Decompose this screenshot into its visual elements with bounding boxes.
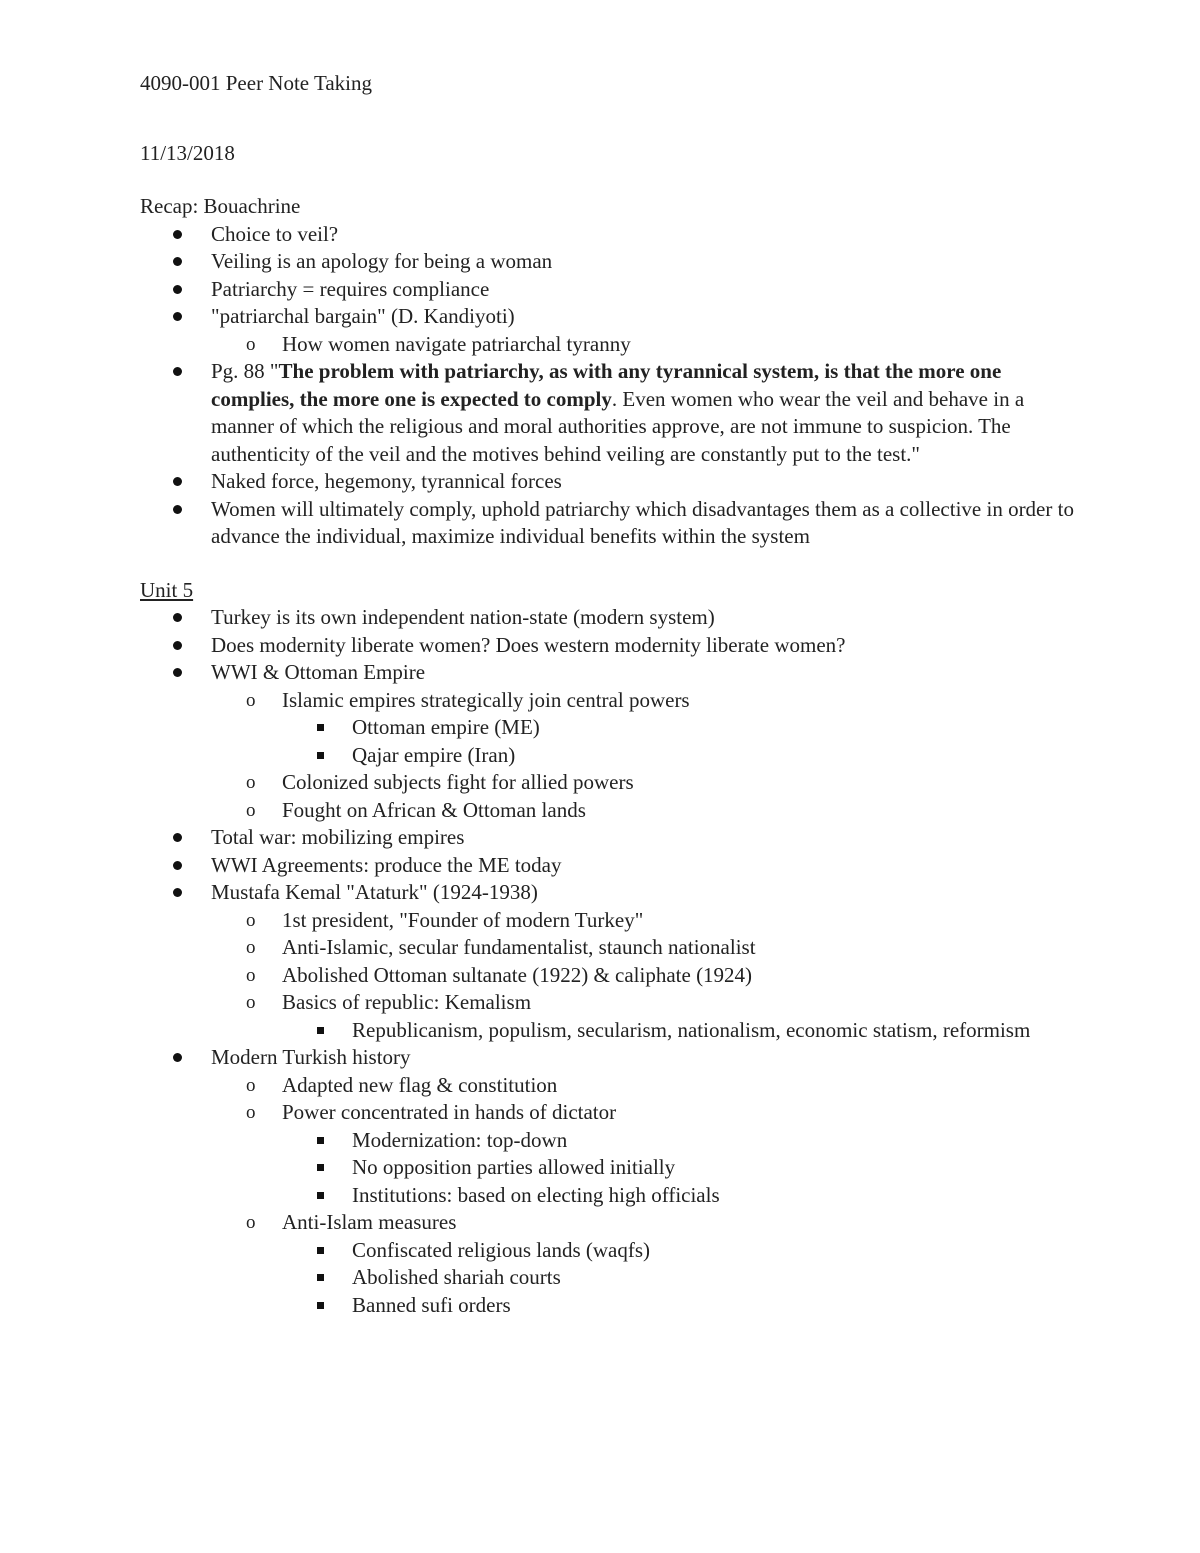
sub-list-item: o 1st president, "Founder of modern Turkey" — [140, 907, 1080, 935]
list-item: Does modernity liberate women? Does western modernity liberate women? — [140, 632, 1080, 660]
sub-sub-list-item: Modernization: top-down — [140, 1127, 1080, 1155]
unit-heading: Unit 5 — [140, 577, 194, 602]
circle-bullet-icon: o — [246, 772, 256, 793]
sub-sub-list-item: Institutions: based on electing high officials — [140, 1182, 1080, 1210]
circle-bullet-icon: o — [246, 1102, 256, 1123]
circle-bullet-icon: o — [246, 937, 256, 958]
list-item: WWI Agreements: produce the ME today — [140, 852, 1080, 880]
list-item: Total war: mobilizing empires — [140, 824, 1080, 852]
bold-quote: The problem with patriarchy, as with any tyrannical system, is that the more one complies, the more one is expected to comply — [211, 359, 1002, 411]
document-title: 4090-001 Peer Note Taking — [140, 71, 373, 95]
square-bullet-icon — [317, 1264, 324, 1292]
square-bullet-icon — [317, 1237, 324, 1265]
circle-bullet-icon: o — [246, 689, 256, 711]
bullet-icon — [173, 1044, 182, 1072]
sub-list-item: o How women navigate patriarchal tyranny — [140, 331, 1080, 359]
bullet-icon — [173, 276, 182, 304]
sub-sub-list-item: Abolished shariah courts — [140, 1264, 1080, 1292]
bullet-icon — [173, 604, 182, 632]
square-bullet-icon — [317, 1154, 324, 1182]
list-item: Naked force, hegemony, tyrannical forces — [140, 468, 1080, 496]
circle-bullet-icon: o — [246, 1212, 256, 1233]
circle-bullet-icon: o — [246, 333, 256, 355]
list-item: Patriarchy = requires compliance — [140, 276, 1080, 304]
sub-list-item: o Abolished Ottoman sultanate (1922) & caliphate (1924) — [140, 962, 1080, 990]
bullet-icon — [173, 248, 182, 276]
sub-sub-list-item: No opposition parties allowed initially — [140, 1154, 1080, 1182]
quote-list-item: Pg. 88 "The problem with patriarchy, as with any tyrannical system, is that the more one complies, the more one is expected to comply. Even women who wear the veil and behave in a manner of which the religious and moral authorities approve, are not immune to suspicion. The authenticity of the veil and the motives behind veiling are constantly put to the test." — [140, 358, 1080, 468]
sub-list-item: o Basics of republic: Kemalism — [140, 989, 1080, 1017]
bullet-icon — [173, 852, 182, 880]
sub-list-item: o Islamic empires strategically join central powers — [140, 687, 1080, 715]
recap-list — [140, 221, 1080, 551]
bullet-icon — [173, 468, 182, 496]
bullet-icon — [173, 496, 182, 524]
circle-bullet-icon: o — [246, 799, 256, 821]
square-bullet-icon — [317, 1127, 324, 1155]
list-item: Veiling is an apology for being a woman — [140, 248, 1080, 276]
list-item: WWI & Ottoman Empire — [140, 659, 1080, 687]
bullet-icon — [173, 358, 182, 386]
sub-sub-list-item: Ottoman empire (ME) — [140, 714, 1080, 742]
square-bullet-icon — [317, 714, 324, 742]
list-item: Mustafa Kemal "Ataturk" (1924-1938) — [140, 879, 1080, 907]
sub-list-item: o Colonized subjects fight for allied powers — [140, 769, 1080, 797]
list-item: Choice to veil? — [140, 221, 1080, 249]
list-item: Turkey is its own independent nation-state (modern system) — [140, 604, 1080, 632]
document-date: 11/13/2018 — [140, 140, 235, 165]
bullet-icon — [173, 303, 182, 331]
bullet-icon — [173, 824, 182, 852]
sub-list-item: o Fought on African & Ottoman lands — [140, 797, 1080, 825]
list-item: Modern Turkish history — [140, 1044, 1080, 1072]
bullet-icon — [173, 879, 182, 907]
sub-sub-list-item: Republicanism, populism, secularism, nationalism, economic statism, reformism — [140, 1017, 1080, 1045]
bullet-icon — [173, 659, 182, 687]
document-page — [140, 70, 1080, 1319]
unit-list — [140, 604, 1080, 1319]
list-item: "patriarchal bargain" (D. Kandiyoti) — [140, 303, 1080, 331]
circle-bullet-icon: o — [246, 909, 256, 931]
circle-bullet-icon: o — [246, 1074, 256, 1096]
square-bullet-icon — [317, 1017, 324, 1045]
circle-bullet-icon: o — [246, 992, 256, 1013]
bullet-icon — [173, 632, 182, 660]
sub-list-item: o Power concentrated in hands of dictator — [140, 1099, 1080, 1127]
sub-sub-list-item: Qajar empire (Iran) — [140, 742, 1080, 770]
circle-bullet-icon: o — [246, 964, 256, 986]
sub-list-item: o Adapted new flag & constitution — [140, 1072, 1080, 1100]
sub-sub-list-item: Confiscated religious lands (waqfs) — [140, 1237, 1080, 1265]
square-bullet-icon — [317, 1182, 324, 1210]
sub-sub-list-item: Banned sufi orders — [140, 1292, 1080, 1320]
square-bullet-icon — [317, 742, 324, 770]
sub-list-item: o Anti-Islamic, secular fundamentalist, staunch nationalist — [140, 934, 1080, 962]
square-bullet-icon — [317, 1292, 324, 1320]
list-item: Women will ultimately comply, uphold patriarchy which disadvantages them as a collective in order to advance the individual, maximize individual benefits within the system — [140, 496, 1080, 551]
recap-heading: Recap: Bouachrine — [140, 194, 301, 218]
bullet-icon — [173, 221, 182, 249]
sub-list-item: o Anti-Islam measures — [140, 1209, 1080, 1237]
